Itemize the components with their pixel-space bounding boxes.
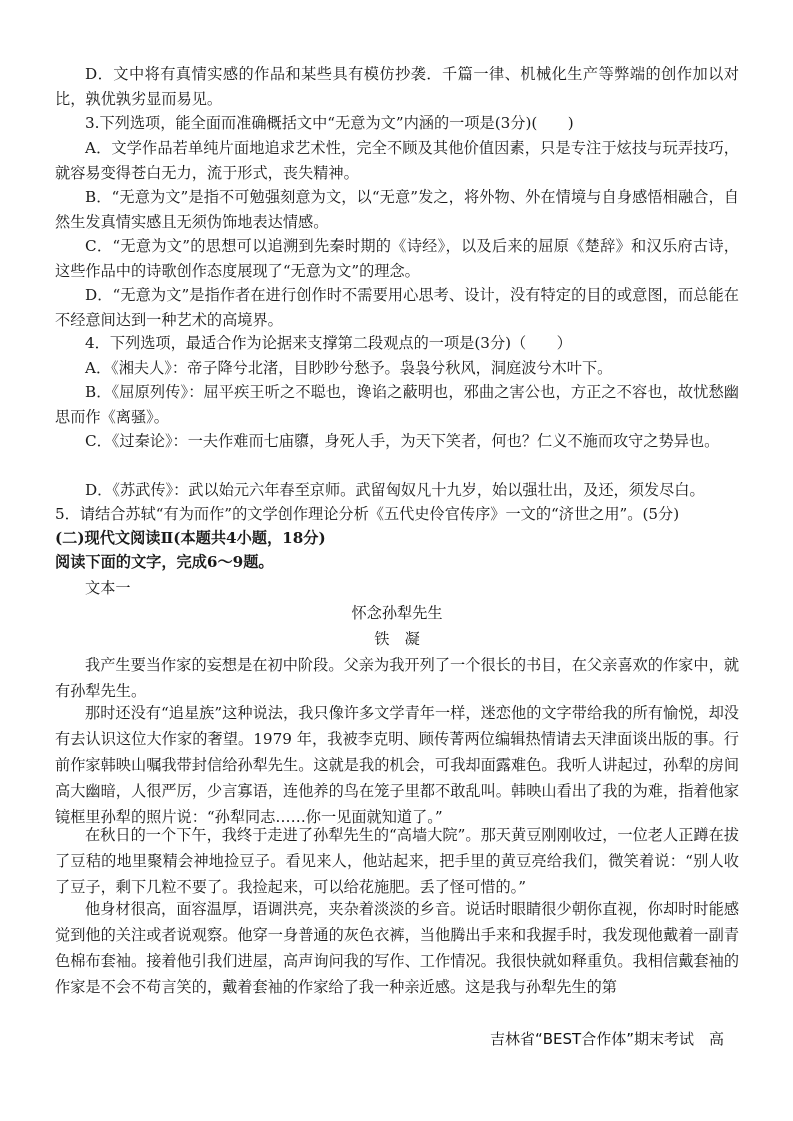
question-4-option-a: A．《湘夫人》：帝子降兮北渚，目眇眇兮愁予。袅袅兮秋风，洞庭波兮木叶下。 <box>85 359 613 377</box>
option-d-prev: D．文中将有真情实感的作品和某些具有模仿抄袭．千篇一律、机械化生产等弊端的创作加以对比，孰优孰劣显而易见。 <box>55 65 739 108</box>
question-3-option-c: C．“无意为文”的思想可以追溯到先秦时期的《诗经》，以及后来的屈原《楚辞》和汉乐府古诗，这些作品中的诗歌创作态度展现了“无意为文”的理念。 <box>55 237 739 280</box>
article-paragraph-1: 我产生要当作家的妄想是在初中阶段。父亲为我开列了一个很长的书目，在父亲喜欢的作家中，就有孙犁先生。 <box>55 656 739 700</box>
question-4-option-c: C．《过秦论》：一夫作难而七庙隳，身死人手，为天下笑者，何也？仁义不施而攻守之势异也。 <box>85 432 720 450</box>
article-paragraph-3: 在秋日的一个下午，我终于走进了孙犁先生的“高墙大院”。那天黄豆刚刚收过，一位老人正蹲在拔了豆秸的地里聚精会神地捡豆子。看见来人，他站起来，把手里的黄豆亮给我们，微笑着说：“别人收了豆子，剩下几粒不要了。我捡起来，可以给花施肥。丢了怪可惜的。” <box>55 826 739 896</box>
reading-instruction: 阅读下面的文字，完成6～9题。 <box>55 553 274 571</box>
article-author: 铁 凝 <box>374 630 420 648</box>
section-heading: (二)现代文阅读Ⅱ(本题共4小题，18分) <box>55 529 326 547</box>
article-paragraph-4: 他身材很高，面容温厚，语调洪亮，夹杂着淡淡的乡音。说话时眼睛很少朝你直视，你却时时能感觉到他的关注或者说观察。他穿一身普通的灰色衣裤，当他腾出手来和我握手时，我发现他戴着一副青色棉布套袖。接着他引我们进屋，高声询问我的写作、工作情况。我很快就如释重负。我相信戴套袖的作家是不会不苟言笑的，戴着套袖的作家给了我一种亲近感。这是我与孙犁先生的第 <box>55 900 739 996</box>
question-4-option-b: B．《屈原列传》：屈平疾王听之不聪也，谗谄之蔽明也，邪曲之害公也，方正之不容也，故忧愁幽思而作《离骚》。 <box>55 383 739 426</box>
question-3: 3.下列选项，能全面而准确概括文中“无意为文”内涵的一项是(3分)( ) <box>85 114 574 132</box>
question-4-option-d: D．《苏武传》：武以始元六年春至京师。武留匈奴凡十九岁，始以强壮出，及还，须发尽白。 <box>85 481 705 499</box>
question-4: 4．下列选项，最适合作为论据来支撑第二段观点的一项是(3分)（ ） <box>85 334 572 352</box>
article-title: 怀念孙犁先生 <box>351 604 443 622</box>
page-footer: 吉林省“BEST合作体”期末考试 高 <box>490 1030 724 1048</box>
text-one-label: 文本一 <box>85 579 131 597</box>
article-paragraph-2: 那时还没有“追星族”这种说法，我只像许多文学青年一样，迷恋他的文字带给我的所有愉悦，却没有去认识这位大作家的奢望。1979 年，我被李克明、顾传菁两位编辑热情请去天津面谈出版的事。行前作家韩映山嘱我带封信给孙犁先生。这就是我的机会，可我却面露难色。我听人讲起过，孙犁的房间高大幽暗，人很严厉，少言寡语，连他养的鸟在笼子里都不敢乱叫。韩映山看出了我的为难，指着他家镜框里孙犁的照片说：“孙犁同志……你一见面就知道了。” <box>55 704 739 826</box>
question-3-option-b: B．“无意为文”是指不可勉强刻意为文，以“无意”发之，将外物、外在情境与自身感悟相融合，自然生发真情实感且无须伪饰地表达情感。 <box>55 188 739 231</box>
question-3-option-d: D．“无意为文”是指作者在进行创作时不需要用心思考、设计，没有特定的目的或意图，而总能在不经意间达到一种艺术的高境界。 <box>55 286 739 329</box>
question-5: 5．请结合苏轼“有为而作”的文学创作理论分析《五代史伶官传序》一文的“济世之用”。(5分) <box>55 505 680 523</box>
question-3-option-a: A．文学作品若单纯片面地追求艺术性，完全不顾及其他价值因素，只是专注于炫技与玩弄技巧，就容易变得苍白无力，流于形式，丧失精神。 <box>55 139 739 182</box>
